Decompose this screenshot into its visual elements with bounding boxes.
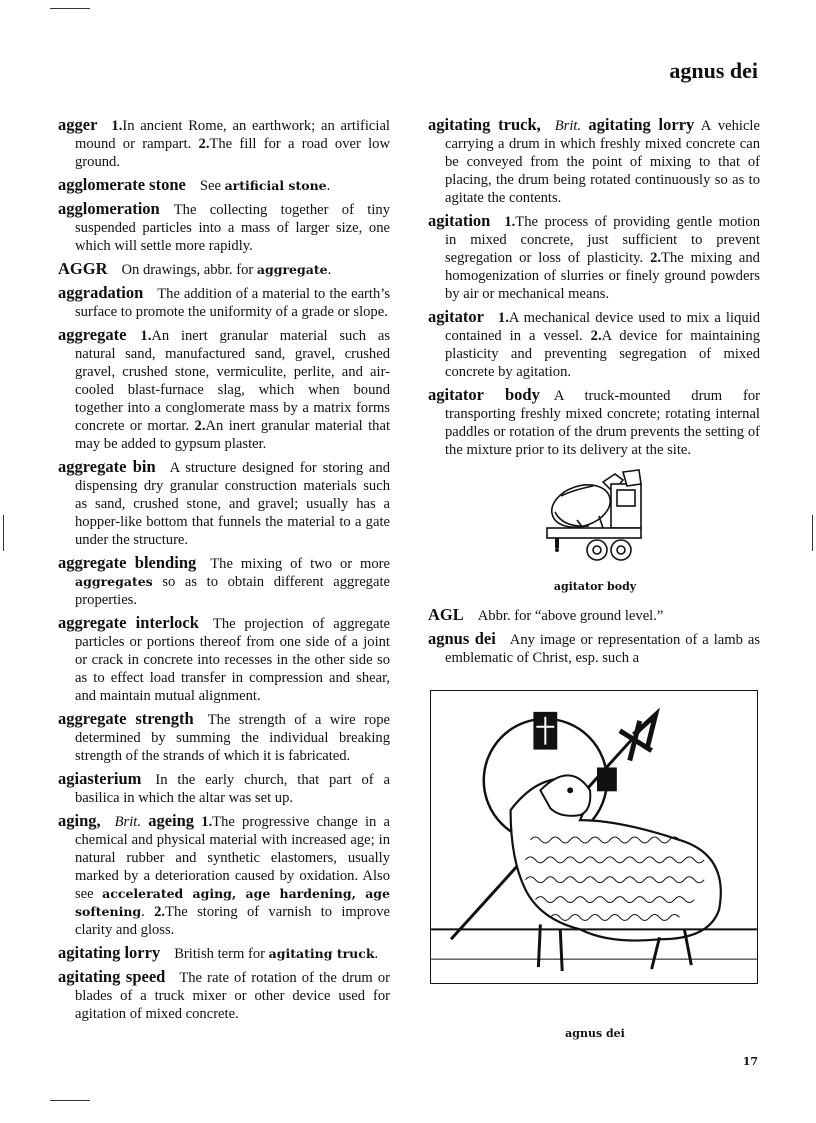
definition-text: The process of providing gentle motion in mixed concrete, just sufficient to prevent segregation or loss of plasticity. bbox=[445, 214, 760, 266]
dictionary-entry bbox=[58, 968, 390, 1023]
entry-headword: aggregate blending bbox=[58, 553, 197, 572]
entry-headword: agitating lorry bbox=[58, 943, 161, 962]
entry-headword: aggregate bin bbox=[58, 457, 156, 476]
sense-number: 2. bbox=[194, 418, 206, 434]
definition-text: The mixing of two or more bbox=[210, 556, 390, 572]
definition-text: . bbox=[374, 946, 379, 962]
definition-text: The addition of a material to the earth’s surface to promote the uniformity of a grade or slope. bbox=[75, 286, 390, 320]
definition-text: An inert granular material such as natural sand, manufactured sand, gravel, crushed gravel, crushed stone, vermiculite, perlite, and air-cooled blast-furnace slag, which when bound together into a conglomerate mass by a matrix forms concrete or mortar. bbox=[75, 328, 390, 434]
dictionary-entry bbox=[428, 630, 760, 667]
entry-headword: aging, bbox=[58, 811, 101, 830]
dictionary-entry bbox=[58, 200, 390, 255]
definition-text: The collecting together of tiny suspended particles into a mass of larger size, one which will settle more rapidly. bbox=[75, 202, 390, 254]
dictionary-entry bbox=[428, 116, 760, 207]
definition-text: A mechanical device used to mix a liquid contained in a vessel. bbox=[445, 310, 760, 344]
definition-text: British term for bbox=[174, 946, 269, 962]
sense-number: 1. bbox=[504, 214, 516, 230]
usage-label: Brit. bbox=[554, 118, 582, 134]
variant-headword: ageing bbox=[148, 811, 195, 830]
agitator-truck-illustration bbox=[543, 466, 647, 570]
page-number: 17 bbox=[742, 1055, 758, 1068]
definition-text: A device for maintaining plasticity and preventing segregation of mixed concrete by agitation. bbox=[445, 328, 760, 380]
entry-headword: AGL bbox=[428, 605, 464, 624]
entry-headword: agitating speed bbox=[58, 967, 166, 986]
definition-text: Any image or representation of a lamb as emblematic of Christ, esp. such a bbox=[445, 632, 761, 666]
definition-text: In ancient Rome, an earthwork; an artificial mound or rampart. bbox=[75, 118, 390, 152]
dictionary-entry bbox=[58, 770, 390, 807]
sense-number: 1. bbox=[111, 118, 123, 134]
right-column-lower bbox=[428, 606, 760, 672]
dictionary-entry bbox=[58, 812, 390, 939]
dictionary-entry bbox=[428, 606, 760, 625]
cross-reference: aggregate bbox=[256, 262, 328, 277]
dictionary-entry bbox=[58, 614, 390, 705]
right-column bbox=[428, 116, 760, 464]
dictionary-entry bbox=[428, 308, 760, 381]
definition-text: The progressive change in a chemical and physical material with increased age; in natural rubber and synthetic elastomers, usually marked by a deterioration caused by oxidation. Also see bbox=[75, 814, 390, 902]
figure-caption-lamb: agnus dei bbox=[565, 1027, 625, 1040]
definition-text: In the early church, that part of a basilica in which the altar was set up. bbox=[75, 772, 390, 806]
sense-number: 1. bbox=[140, 328, 152, 344]
definition-text: . bbox=[141, 904, 155, 920]
entry-headword: AGGR bbox=[58, 259, 108, 278]
dictionary-entry bbox=[58, 710, 390, 765]
entry-headword: aggregate interlock bbox=[58, 613, 199, 632]
definition-text: The mixing and homogenization of slurries or finely ground powders by air or mechanical means. bbox=[445, 250, 760, 302]
entry-headword: agglomerate stone bbox=[58, 175, 186, 194]
definition-text: A truck-mounted drum for transporting freshly mixed concrete; rotating internal paddles or rotation of the drum prevents the setting of the mixture prior to its delivery at the site. bbox=[445, 388, 760, 458]
sense-number: 2. bbox=[154, 904, 166, 920]
dictionary-entry bbox=[58, 458, 390, 549]
dictionary-entry bbox=[58, 260, 390, 279]
definition-text: A vehicle carrying a drum in which freshly mixed concrete can be conveyed from the point of mixing to that of placing, the drum being rotated continuously so as to agitate the contents. bbox=[445, 118, 760, 206]
dictionary-entry bbox=[428, 212, 760, 303]
dictionary-entry bbox=[58, 116, 390, 171]
entry-headword: agger bbox=[58, 115, 98, 134]
entry-headword: agitation bbox=[428, 211, 491, 230]
definition-text: The rate of rotation of the drum or blades of a truck mixer or other device used for agitation of mixed concrete. bbox=[75, 970, 390, 1022]
running-head: agnus dei bbox=[669, 58, 758, 83]
sense-number: 2. bbox=[650, 250, 662, 266]
entry-headword: aggregate strength bbox=[58, 709, 194, 728]
dictionary-entry bbox=[58, 554, 390, 609]
dictionary-entry bbox=[58, 284, 390, 321]
entry-headword: aggregate bbox=[58, 325, 127, 344]
definition-text: so as to obtain different aggregate properties. bbox=[75, 574, 390, 608]
dictionary-entry bbox=[58, 176, 390, 195]
dictionary-entry bbox=[58, 326, 390, 453]
definition-text: A structure designed for storing and dispensing dry granular construction materials such as sand, crushed stone, and gravel; usually has a hopper-like bottom that funnels the material to a gate under the structure. bbox=[75, 460, 390, 548]
crop-mark-top bbox=[50, 8, 90, 9]
usage-label: Brit. bbox=[114, 814, 141, 830]
sense-number: 2. bbox=[590, 328, 602, 344]
definition-text: . bbox=[326, 178, 331, 194]
agnus-dei-illustration bbox=[430, 690, 758, 984]
figure-caption-truck: agitator body bbox=[553, 580, 637, 593]
definition-text: The fill for a road over low ground. bbox=[75, 136, 390, 170]
definition-text: The strength of a wire rope determined by summing the individual breaking strength of the strands of which it is fabricated. bbox=[75, 712, 390, 764]
definition-text: Abbr. for “above ground level.” bbox=[477, 608, 664, 624]
side-mark-right bbox=[812, 515, 813, 551]
dictionary-entry bbox=[428, 386, 760, 459]
cross-reference: aggregates bbox=[75, 574, 153, 589]
dictionary-entry bbox=[58, 944, 390, 963]
definition-text: The projection of aggregate particles or portions thereof from one side of a joint or crack in concrete into recesses in the other side so as to effect load transfer in compression and shear, and maintain mutual alignment. bbox=[75, 616, 391, 704]
entry-headword: aggradation bbox=[58, 283, 144, 302]
definition-text: On drawings, abbr. for bbox=[121, 262, 257, 278]
cross-reference: agitating truck bbox=[268, 946, 375, 961]
definition-text: . bbox=[327, 262, 332, 278]
crop-mark-bottom bbox=[50, 1100, 90, 1101]
side-mark-left bbox=[3, 515, 4, 551]
left-column bbox=[58, 116, 390, 1028]
sense-number: 1. bbox=[497, 310, 509, 326]
entry-headword: agitating truck, bbox=[428, 115, 541, 134]
cross-reference: accelerated aging, age hardening, age softening bbox=[75, 886, 390, 919]
sense-number: 1. bbox=[201, 814, 213, 830]
entry-headword: agitator bbox=[428, 307, 484, 326]
variant-headword: agitating lorry bbox=[588, 115, 695, 134]
entry-headword: agnus dei bbox=[428, 629, 496, 648]
entry-headword: agitator body bbox=[428, 385, 540, 404]
definition-text: The storing of varnish to improve clarity and gloss. bbox=[75, 904, 390, 938]
entry-headword: agiasterium bbox=[58, 769, 142, 788]
entry-headword: agglomeration bbox=[58, 199, 160, 218]
definition-text: See bbox=[199, 178, 225, 194]
definition-text: An inert granular material that may be added to gypsum plaster. bbox=[75, 418, 391, 452]
cross-reference: artificial stone bbox=[224, 178, 327, 193]
sense-number: 2. bbox=[198, 136, 210, 152]
